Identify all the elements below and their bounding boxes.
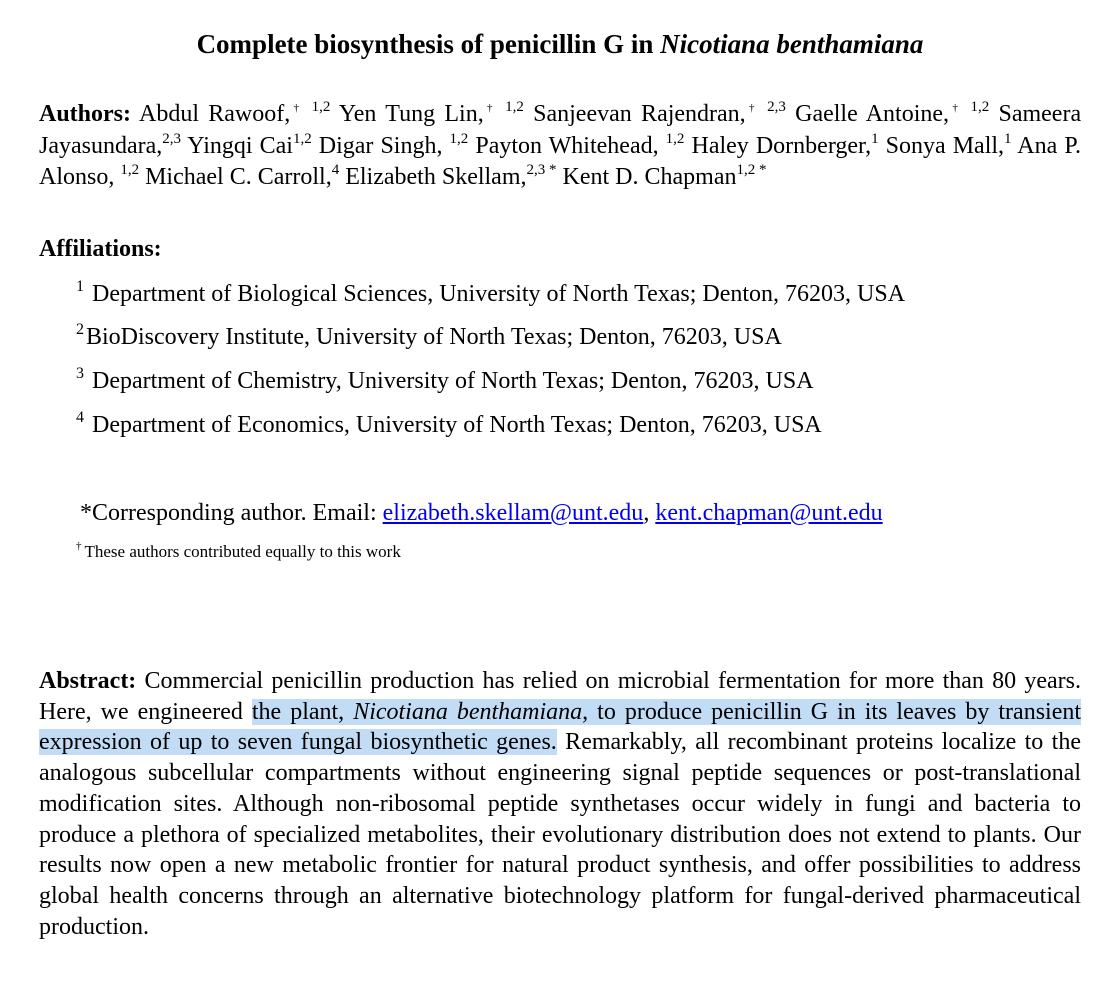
author: Sonya Mall,$^1$	[885, 130, 1012, 159]
author: Abdul Rawoof,† $^{1,2}$	[138, 99, 331, 127]
authors-label: Authors:	[39, 101, 132, 127]
paper-title	[0, 27, 1120, 61]
email-link-chapman[interactable]: kent.chapman@unt.edu	[655, 500, 883, 526]
author: Sanjeevan Rajendran,† $^{2,3}$	[533, 99, 786, 127]
author: Kent D. Chapman$^{1,2 *}$	[562, 162, 767, 190]
highlighted-text[interactable]: the plant, Nicotiana benthamiana, to produce penicillin G in its leaves by transient expression of up to seven fungal biosynthetic genes.	[39, 698, 1082, 756]
author: Elizabeth Skellam,$^{2,3 *}$	[345, 162, 557, 190]
email-link-skellam[interactable]: elizabeth.skellam@unt.edu	[382, 500, 644, 526]
affiliation-item: $^2$BioDiscovery Institute, University of North Texas; Denton, 76203, USA	[76, 321, 782, 350]
affiliation-item: $^3$ Department of Chemistry, University of North Texas; Denton, 76203, USA	[76, 365, 814, 394]
author: Gaelle Antoine,† $^{1,2}$	[795, 99, 990, 127]
abstract-label: Abstract:	[39, 668, 137, 694]
corresponding-author: *Corresponding author. Email: elizabeth.skellam@unt.edu, kent.chapman@unt.edu	[80, 500, 883, 526]
author-list	[39, 99, 1081, 194]
author: Yingqi Cai$^{1,2}$	[187, 130, 312, 159]
author: Michael C. Carroll,$^4$	[145, 162, 340, 190]
author: Payton Whitehead, $^{1,2}$	[475, 130, 685, 159]
equal-contribution-note: † These authors contributed equally to this work	[76, 540, 401, 561]
author: Yen Tung Lin,† $^{1,2}$	[338, 99, 524, 127]
author: Sameera Jayasundara,$^{2,3}$	[39, 101, 1082, 159]
affiliation-item: $^1$ Department of Biological Sciences, University of North Texas; Denton, 76203, USA	[76, 278, 906, 307]
affiliations-heading: Affiliations:	[39, 236, 162, 262]
abstract: Abstract: Commercial penicillin production has relied on microbial fermentation for more than 80 years. Here, we engineered the plant, Nicotiana benthamiana, to produce penicillin G in its leaves by transient expression of up to seven fungal biosynthetic genes. Remarkably, all recombinant proteins localize to the analogous subcellular compartments without engineering signal peptide sequences or post-translational modification sites. Although non-ribosomal peptide synthetases occur widely in fungi and bacteria to produce a plethora of specialized metabolites, their evolutionary distribution does not extend to plants. Our results now open a new metabolic frontier for natural product synthesis, and offer possibilities to address global health concerns through an alternative biotechnology platform for fungal-derived pharmaceutical production.	[39, 668, 1082, 940]
author: Haley Dornberger,$^1$	[691, 130, 879, 159]
title-text: Complete biosynthesis of penicillin G in	[196, 29, 661, 59]
title-species: Nicotiana benthamiana	[660, 29, 924, 59]
author: Ana P. Alonso, $^{1,2}$	[39, 132, 1082, 190]
author: Digar Singh, $^{1,2}$	[318, 130, 469, 159]
affiliation-item: $^4$ Department of Economics, University of North Texas; Denton, 76203, USA	[76, 409, 822, 438]
